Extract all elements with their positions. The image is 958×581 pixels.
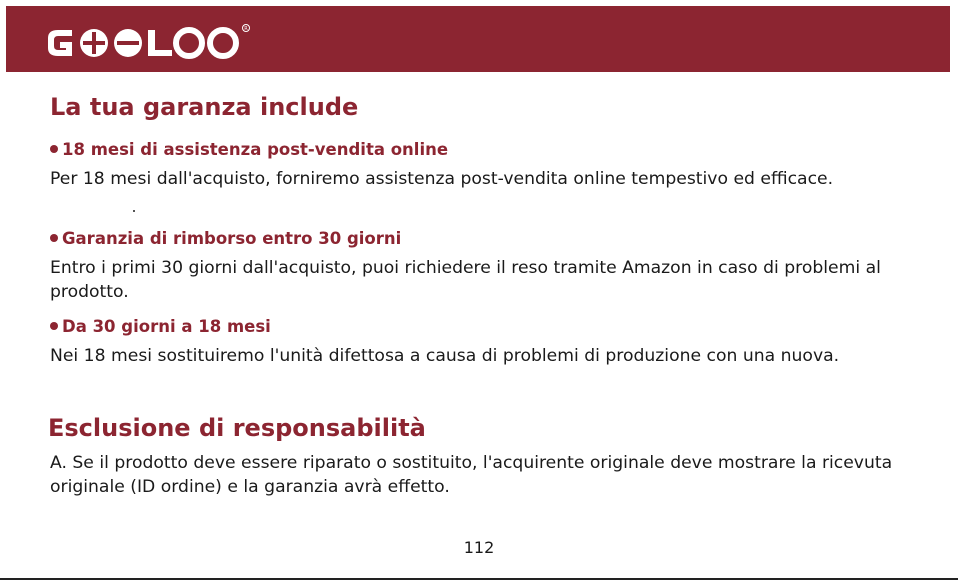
svg-text:R: R: [244, 26, 248, 32]
bullet-icon: [50, 322, 58, 330]
heading-text: Da 30 giorni a 18 mesi: [62, 317, 271, 336]
heading-text: Garanzia di rimborso entro 30 giorni: [62, 229, 402, 248]
bullet-icon: [50, 234, 58, 242]
footer-line: [0, 578, 958, 580]
warranty-item-text: Per 18 mesi dall'acquisto, forniremo assistenza post-vendita online tempestivo ed efficace.: [50, 169, 834, 189]
warranty-item-heading: [50, 140, 448, 159]
warranty-item-heading: [50, 317, 271, 336]
disclaimer-text: A. Se il prodotto deve essere riparato o sostituito, l'acquirente originale deve mostrare la ricevuta originale (ID ordine) e la garanzia avrà effetto.: [50, 453, 893, 497]
page-number: 112: [463, 538, 495, 557]
speck: [133, 210, 135, 212]
warranty-item-text: Entro i primi 30 giorni dall'acquisto, puoi richiedere il reso tramite Amazon in caso di problemi al prodotto.: [50, 258, 881, 302]
warranty-item-text: Nei 18 mesi sostituiremo l'unità difettosa a causa di problemi di produzione con una nuova.: [50, 346, 840, 366]
gooloo-logo: [44, 24, 254, 64]
heading-text: 18 mesi di assistenza post-vendita online: [62, 140, 449, 159]
warranty-title: La tua garanza include: [50, 93, 359, 121]
disclaimer-title: Esclusione di responsabilità: [48, 414, 426, 442]
bullet-icon: [50, 145, 58, 153]
warranty-item-heading: [50, 229, 401, 248]
